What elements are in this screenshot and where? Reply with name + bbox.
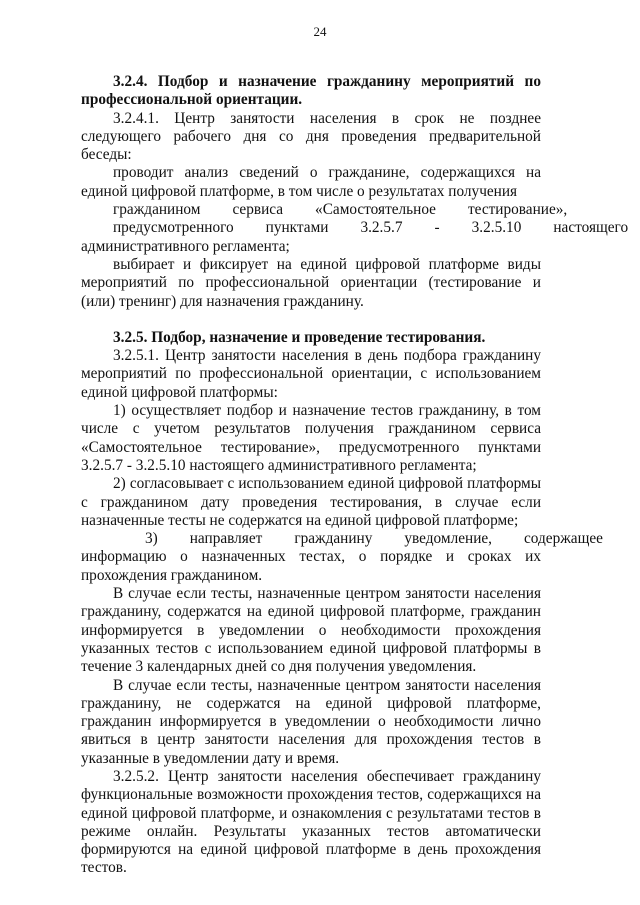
section-heading-3-2-5: 3.2.5. Подбор, назначение и проведение тестирования. (113, 328, 486, 346)
list-item-1: 1) осуществляет подбор и назначение тестов гражданину, в том числе с учетом результатов получения гражданином сервиса «Самостоятельное тестирование», предусмотренного пунктами 3.2.5.7 - 3.2.5.10 настоящего административного регламента; (81, 402, 541, 474)
section-gap (81, 311, 541, 329)
word: 3.2.5.7 (360, 219, 403, 237)
word: гражданину (294, 530, 373, 548)
analysis-line-1: проводит анализ сведений о гражданине, содержащихся на единой цифровой платформе, в том числе о результатах получения (81, 164, 541, 200)
analysis-line-4: административного регламента; (81, 237, 290, 255)
word: 3) (145, 530, 158, 548)
word: 3.2.5.10 (471, 219, 522, 237)
word: уведомление, (404, 530, 492, 548)
paragraph-3-2-5-2: 3.2.5.2. Центр занятости населения обеспечивает гражданину функциональные возможности прохождения тестов, содержащихся на единой цифровой платформе, и ознакомления с результатами тестов в режиме онлайн. Результаты указанных тестов автоматически формируются на единой цифровой платформе в день прохождения тестов. (81, 767, 541, 877)
word: сервиса (232, 201, 284, 219)
word: тестирование», (467, 201, 568, 219)
analysis-line-3 (81, 219, 629, 237)
document-body (81, 73, 629, 878)
word: направляет (189, 530, 263, 548)
word: гражданином (113, 201, 201, 219)
list-item-2: 2) согласовывает с использованием единой цифровой платформы с гражданином дату проведения тестирования, в случае если назначенные тесты не содержатся на единой цифровой платформе; (81, 475, 541, 529)
paragraph-analysis (81, 164, 541, 201)
word: - (434, 219, 440, 237)
word: пунктами (265, 219, 329, 237)
paragraph-tests-not-on-platform: В случае если тесты, назначенные центром занятости населения гражданину, не содержатся на единой цифровой платформе, гражданин информируется в уведомлении о необходимости лично явиться в центр занятости населения для прохождения тестов в указанные в уведомлении дату и время. (81, 676, 541, 767)
word: предусмотренного (113, 219, 234, 237)
paragraph-tests-on-platform: В случае если тесты, назначенные центром занятости населения гражданину, содержатся на единой цифровой платформе, гражданин информируется в уведомлении о необходимости прохождения указанных тестов с использованием единой цифровой платформы в течение 3 календарных дней со дня получения уведомления. (81, 585, 541, 676)
paragraph-3-2-5-1: 3.2.5.1. Центр занятости населения в день подбора гражданину мероприятий по профессиональной ориентации, с использованием единой цифровой платформы: (81, 347, 541, 401)
paragraph-select-activities: выбирает и фиксирует на единой цифровой платформе виды мероприятий по профессиональной ориентации (тестирование и (или) тренинг) для назначения гражданину. (81, 255, 541, 310)
list-item-3-line-1 (81, 530, 603, 548)
analysis-line-2 (81, 201, 568, 219)
word: «Самостоятельное (315, 201, 436, 219)
word: настоящего (553, 219, 629, 237)
list-item-3-rest: информацию о назначенных тестах, о порядке и сроках их прохождения гражданином. (81, 548, 541, 584)
section-heading-3-2-4: 3.2.4. Подбор и назначение гражданину мероприятий по профессиональной ориентации. (81, 73, 541, 109)
word: содержащее (524, 530, 603, 548)
page-number: 24 (313, 24, 327, 39)
paragraph-3-2-4-1: 3.2.4.1. Центр занятости населения в срок не позднее следующего рабочего дня со дня проведения предварительной беседы: (81, 109, 541, 164)
